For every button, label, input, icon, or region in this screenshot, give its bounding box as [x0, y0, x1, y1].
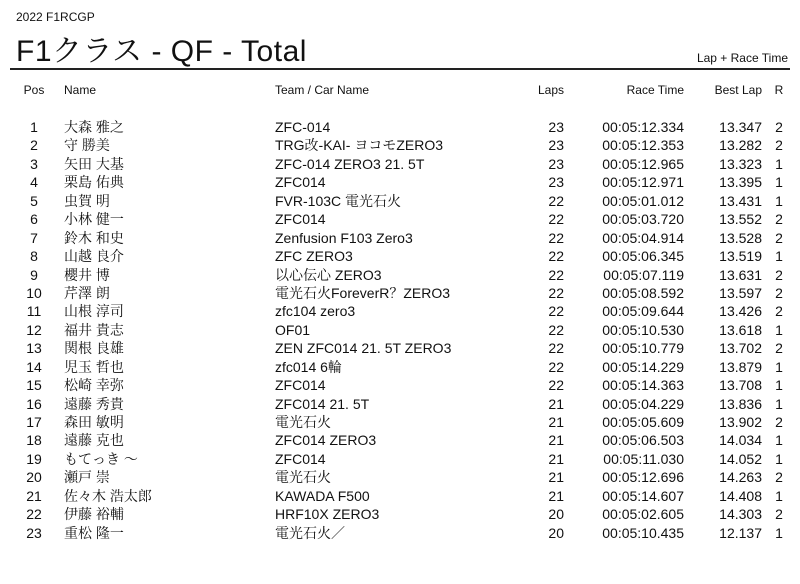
race-time: 00:05:07.119 [603, 266, 684, 283]
row-pos: 11 [26, 303, 42, 320]
driver-name: 森田 敏明 [64, 414, 124, 430]
driver-name: 山根 淳司 [64, 303, 124, 320]
team-car-name: ZFC014 ZERO3 [275, 432, 377, 449]
laps-count: 21 [548, 469, 564, 486]
row-pos: 22 [26, 506, 42, 523]
team-car-name: ZFC014 [275, 174, 326, 191]
race-time: 00:05:03.720 [602, 211, 684, 228]
r-value: 2 [775, 137, 783, 154]
laps-count: 21 [548, 414, 564, 430]
race-time: 00:05:14.607 [602, 487, 684, 504]
laps-count: 20 [548, 506, 564, 523]
ranking-basis: Lap + Race Time [696, 51, 788, 65]
race-time: 00:05:14.229 [602, 358, 684, 375]
driver-name: 虫賀 明 [64, 192, 110, 209]
race-time: 00:05:08.592 [602, 284, 684, 301]
team-car-name: TRG改-KAI- ヨコモZERO3 [275, 137, 444, 154]
best-lap: 14.263 [719, 469, 762, 486]
table-row [0, 339, 800, 357]
laps-count: 23 [548, 119, 564, 135]
best-lap: 13.347 [719, 119, 762, 135]
driver-name: 小林 健一 [64, 211, 124, 228]
race-time: 00:05:04.229 [602, 395, 684, 412]
best-lap: 14.303 [719, 506, 762, 523]
best-lap: 13.702 [719, 340, 762, 357]
best-lap: 13.431 [719, 192, 762, 209]
driver-name: 福井 貴志 [64, 321, 124, 338]
header-divider [10, 68, 790, 70]
laps-count: 22 [548, 321, 564, 338]
race-time: 00:05:12.353 [602, 137, 684, 154]
r-value: 2 [775, 266, 783, 283]
driver-name: 佐々木 浩太郎 [64, 487, 152, 504]
best-lap: 13.879 [719, 358, 762, 375]
r-value: 1 [775, 155, 783, 172]
row-pos: 7 [30, 229, 38, 246]
laps-count: 22 [548, 266, 564, 283]
table-row [0, 173, 800, 191]
r-value: 1 [775, 321, 783, 338]
laps-count: 22 [548, 229, 564, 246]
driver-name: 守 勝美 [64, 137, 110, 154]
best-lap: 12.137 [719, 524, 762, 541]
team-car-name: ZFC-014 [275, 119, 331, 135]
col-best-lap: Best Lap [714, 83, 762, 97]
laps-count: 22 [548, 377, 564, 394]
driver-name: 重松 隆一 [64, 524, 124, 541]
team-car-name: ZFC014 21. 5T [275, 395, 370, 412]
row-pos: 8 [30, 248, 38, 265]
row-pos: 17 [26, 414, 42, 430]
table-row [0, 210, 800, 228]
team-car-name: Zenfusion F103 Zero3 [275, 229, 413, 246]
r-value: 1 [775, 524, 783, 541]
page-title: F1クラス - QF - Total [16, 35, 307, 68]
team-car-name: 電光石火ForeverR？ZERO3 [275, 284, 451, 301]
team-car-name: KAWADA F500 [275, 487, 370, 504]
team-car-name: ZFC014 [275, 377, 326, 394]
column-headers [0, 80, 800, 100]
driver-name: 松崎 幸弥 [64, 377, 124, 394]
event-name: 2022 F1RCGP [16, 10, 95, 24]
race-time: 00:05:14.363 [602, 377, 684, 394]
driver-name: 大森 雅之 [64, 119, 124, 135]
row-pos: 23 [26, 524, 42, 541]
r-value: 2 [775, 211, 783, 228]
r-value: 2 [775, 229, 783, 246]
row-pos: 5 [30, 192, 38, 209]
best-lap: 13.836 [719, 395, 762, 412]
r-value: 1 [775, 432, 783, 449]
driver-name: 遠藤 秀貴 [64, 395, 124, 412]
table-row [0, 302, 800, 320]
race-time: 00:05:06.345 [602, 248, 684, 265]
r-value: 1 [775, 377, 783, 394]
table-row [0, 136, 800, 154]
table-row [0, 118, 800, 136]
row-pos: 20 [26, 469, 42, 486]
race-time: 00:05:12.971 [602, 174, 684, 191]
race-time: 00:05:04.914 [602, 229, 684, 246]
race-time: 00:05:11.030 [603, 450, 684, 467]
row-pos: 13 [26, 340, 42, 357]
r-value: 1 [775, 174, 783, 191]
driver-name: 芹澤 朗 [64, 284, 110, 301]
table-row [0, 487, 800, 505]
team-car-name: FVR-103C 電光石火 [275, 192, 402, 209]
table-row [0, 229, 800, 247]
team-car-name: HRF10X ZERO3 [275, 506, 380, 523]
team-car-name: 電光石火／ [275, 524, 345, 541]
r-value: 2 [775, 119, 783, 135]
race-time: 00:05:12.334 [602, 119, 684, 135]
table-row [0, 431, 800, 449]
laps-count: 23 [548, 155, 564, 172]
col-r: R [774, 83, 784, 97]
race-time: 00:05:12.696 [602, 469, 684, 486]
r-value: 2 [775, 303, 783, 320]
race-time: 00:05:10.530 [602, 321, 684, 338]
row-pos: 9 [30, 266, 38, 283]
laps-count: 23 [548, 137, 564, 154]
table-row [0, 321, 800, 339]
driver-name: 栗島 佑典 [64, 174, 124, 191]
results-table [0, 118, 800, 542]
laps-count: 22 [548, 303, 564, 320]
race-time: 00:05:10.779 [602, 340, 684, 357]
driver-name: 鈴木 和史 [64, 229, 124, 246]
r-value: 1 [775, 395, 783, 412]
row-pos: 12 [26, 321, 42, 338]
best-lap: 13.519 [719, 248, 762, 265]
row-pos: 19 [26, 450, 42, 467]
team-car-name: ZEN ZFC014 21. 5T ZERO3 [275, 340, 452, 357]
team-car-name: ZFC014 [275, 211, 326, 228]
team-car-name: OF01 [275, 321, 311, 338]
best-lap: 13.708 [719, 377, 762, 394]
laps-count: 22 [548, 358, 564, 375]
table-row [0, 358, 800, 376]
driver-name: 櫻井 博 [64, 266, 110, 283]
table-row [0, 155, 800, 173]
r-value: 2 [775, 414, 783, 430]
row-pos: 3 [30, 155, 38, 172]
laps-count: 22 [548, 211, 564, 228]
best-lap: 13.528 [719, 229, 762, 246]
race-time: 00:05:10.435 [602, 524, 684, 541]
team-car-name: ZFC-014 ZERO3 21. 5T [275, 155, 425, 172]
driver-name: 山越 良介 [64, 248, 124, 265]
laps-count: 22 [548, 284, 564, 301]
race-time: 00:05:09.644 [602, 303, 684, 320]
table-row [0, 468, 800, 486]
team-car-name: ZFC014 [275, 450, 326, 467]
laps-count: 21 [548, 432, 564, 449]
r-value: 1 [775, 487, 783, 504]
laps-count: 20 [548, 524, 564, 541]
driver-name: もてっき ～ [64, 450, 138, 467]
laps-count: 21 [548, 395, 564, 412]
table-row [0, 266, 800, 284]
best-lap: 13.618 [719, 321, 762, 338]
results-header [10, 0, 790, 70]
race-time: 00:05:06.503 [602, 432, 684, 449]
race-time: 00:05:12.965 [602, 155, 684, 172]
col-team: Team / Car Name [275, 83, 370, 97]
table-row [0, 450, 800, 468]
row-pos: 4 [30, 174, 38, 191]
col-pos: Pos [23, 83, 45, 97]
best-lap: 13.552 [719, 211, 762, 228]
best-lap: 13.323 [719, 155, 762, 172]
team-car-name: 電光石火 [275, 414, 331, 430]
table-row [0, 395, 800, 413]
row-pos: 6 [30, 211, 38, 228]
row-pos: 10 [26, 284, 42, 301]
r-value: 1 [775, 248, 783, 265]
col-race-time: Race Time [626, 83, 684, 97]
laps-count: 21 [548, 487, 564, 504]
driver-name: 伊藤 裕輔 [64, 506, 124, 523]
table-row [0, 192, 800, 210]
table-row [0, 524, 800, 542]
best-lap: 13.597 [719, 284, 762, 301]
r-value: 2 [775, 284, 783, 301]
race-time: 00:05:02.605 [602, 506, 684, 523]
driver-name: 矢田 大基 [64, 155, 124, 172]
r-value: 1 [775, 358, 783, 375]
table-row [0, 505, 800, 523]
team-car-name: 以心伝心 ZERO3 [275, 266, 382, 283]
team-car-name: zfc014 6輪 [275, 358, 342, 375]
laps-count: 22 [548, 248, 564, 265]
row-pos: 15 [26, 377, 42, 394]
col-name: Name [64, 83, 97, 97]
row-pos: 21 [26, 487, 42, 504]
col-laps: Laps [537, 83, 564, 97]
best-lap: 14.052 [719, 450, 762, 467]
r-value: 2 [775, 469, 783, 486]
row-pos: 18 [26, 432, 42, 449]
table-row [0, 413, 800, 431]
team-car-name: zfc104 zero3 [275, 303, 356, 320]
race-time: 00:05:01.012 [602, 192, 684, 209]
driver-name: 遠藤 克也 [64, 432, 124, 449]
best-lap: 13.282 [719, 137, 762, 154]
r-value: 1 [775, 450, 783, 467]
race-time: 00:05:05.609 [602, 414, 684, 430]
r-value: 2 [775, 506, 783, 523]
best-lap: 13.902 [719, 414, 762, 430]
laps-count: 23 [548, 174, 564, 191]
r-value: 1 [775, 192, 783, 209]
team-car-name: 電光石火 [275, 469, 331, 486]
row-pos: 14 [26, 358, 42, 375]
row-pos: 2 [30, 137, 38, 154]
driver-name: 瀬戸 崇 [64, 469, 110, 486]
laps-count: 22 [548, 340, 564, 357]
best-lap: 13.631 [719, 266, 762, 283]
driver-name: 児玉 哲也 [64, 358, 124, 375]
best-lap: 13.426 [719, 303, 762, 320]
best-lap: 14.408 [719, 487, 762, 504]
best-lap: 14.034 [719, 432, 762, 449]
table-row [0, 376, 800, 394]
laps-count: 21 [548, 450, 564, 467]
laps-count: 22 [548, 192, 564, 209]
driver-name: 関根 良雄 [64, 340, 124, 357]
table-row [0, 247, 800, 265]
team-car-name: ZFC ZERO3 [275, 248, 353, 265]
row-pos: 1 [30, 119, 38, 135]
table-row [0, 284, 800, 302]
r-value: 2 [775, 340, 783, 357]
best-lap: 13.395 [719, 174, 762, 191]
row-pos: 16 [26, 395, 42, 412]
